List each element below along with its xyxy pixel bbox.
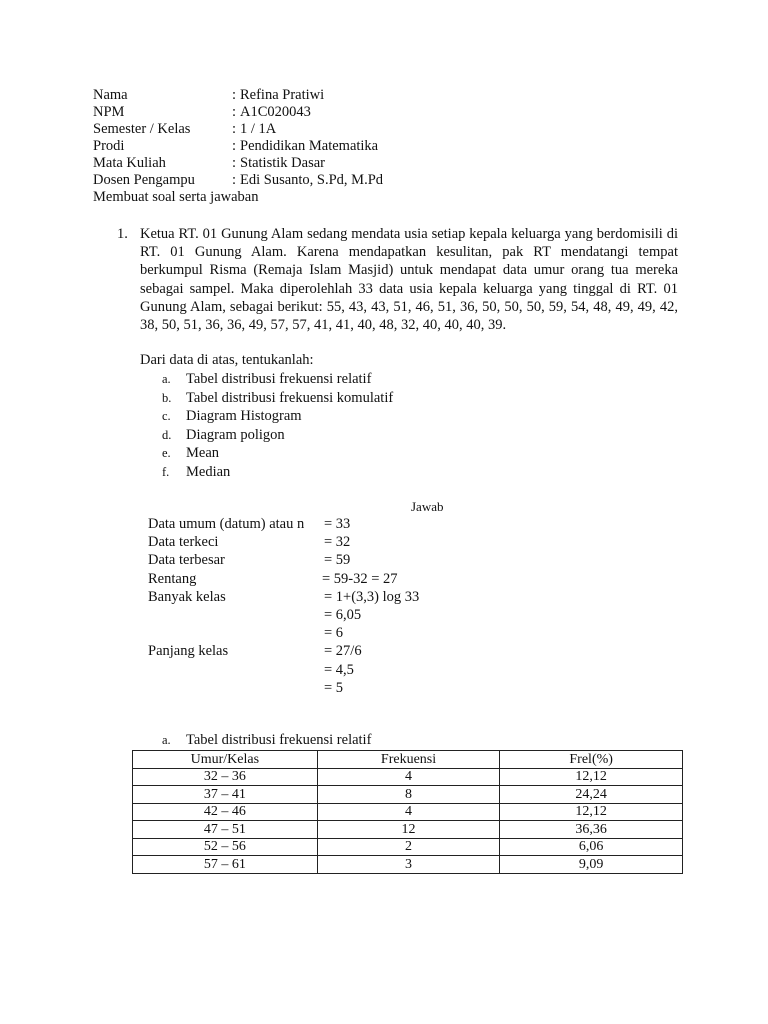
info-row-lecturer — [93, 172, 693, 189]
info-value: Refina Pratiwi — [240, 87, 325, 103]
item-letter: f. — [162, 464, 170, 479]
info-label: Mata Kuliah — [93, 155, 166, 171]
info-row-name — [93, 87, 693, 104]
table-cell: 32 – 36 — [133, 768, 318, 786]
table-cell: 36,36 — [500, 821, 683, 839]
section-title: Tabel distribusi frekuensi relatif — [186, 732, 372, 748]
answer-label: Data terkeci — [148, 534, 219, 551]
list-item — [162, 389, 462, 408]
answer-heading: Jawab — [411, 499, 444, 514]
item-letter: c. — [162, 409, 171, 423]
info-value: 1 / 1A — [240, 121, 277, 137]
column-header: Frel(%) — [500, 751, 683, 769]
answer-value: = 5 — [324, 679, 344, 696]
question-number: 1. — [117, 226, 128, 242]
info-label: Nama — [93, 87, 128, 103]
info-label: Prodi — [93, 138, 125, 154]
answer-value: = 33 — [324, 516, 351, 532]
answer-label: Banyak kelas — [148, 588, 226, 605]
item-letter: e. — [162, 446, 171, 460]
answer-row — [148, 624, 548, 642]
table-cell: 12 — [317, 821, 500, 839]
item-text: Tabel distribusi frekuensi relatif — [186, 371, 372, 387]
info-label: Dosen Pengampu — [93, 172, 195, 188]
table-row — [133, 803, 683, 821]
info-colon: : — [232, 172, 237, 188]
table-cell: 52 – 56 — [133, 838, 318, 856]
info-value: A1C020043 — [240, 104, 311, 120]
table-cell: 4 — [317, 803, 500, 821]
table-row — [133, 821, 683, 839]
table-cell: 8 — [317, 786, 500, 804]
question-ask: Dari data di atas, tentukanlah: — [140, 352, 314, 368]
answer-row — [148, 533, 548, 551]
table-cell: 24,24 — [500, 786, 683, 804]
table-cell: 37 – 41 — [133, 786, 318, 804]
info-colon: : — [232, 155, 237, 171]
info-colon: : — [232, 87, 237, 103]
info-label: Semester / Kelas — [93, 121, 191, 137]
item-letter: b. — [162, 390, 172, 405]
answer-label: Rentang — [148, 570, 197, 587]
answer-row — [148, 606, 548, 624]
info-row-prodi — [93, 138, 693, 155]
table-header-row — [133, 751, 683, 769]
item-letter: a. — [162, 372, 171, 386]
item-text: Diagram Histogram — [186, 408, 302, 424]
answer-value: = 6,05 — [324, 606, 362, 623]
table-row — [133, 768, 683, 786]
table-cell: 6,06 — [500, 838, 683, 856]
table-cell: 3 — [317, 856, 500, 874]
item-text: Tabel distribusi frekuensi komulatif — [186, 389, 394, 406]
question-paragraph: Ketua RT. 01 Gunung Alam sedang mendata usia setiap kepala keluarga yang berdomisili di RT. 01 Gunung Alam. Karena mendapatkan kesulitan, pak RT mendatangi tempat berkumpul Risma (Remaja Islam Masjid) untuk mendapat data umur orang tua mereka sebagai sampel. Maka diperolehlah 33 data usia kepala keluarga yang tinggal di RT. 01 Gunung Alam, sebagai berikut: 55, 43, 43, 51, 46, 51, 36, 50, 50, 50, 59, 54, 48, 49, 49, 42, 38, 50, 51, 36, 36, 49, 57, 57, 41, 41, 40, 48, 32, 40, 40, 40, 39. — [140, 226, 678, 334]
item-text: Diagram poligon — [186, 426, 285, 443]
answer-row — [148, 588, 548, 606]
item-text: Mean — [186, 445, 220, 461]
answer-value: = 59 — [324, 552, 351, 569]
column-header: Frekuensi — [317, 751, 500, 769]
info-row-course — [93, 155, 693, 172]
task-line: Membuat soal serta jawaban — [93, 189, 259, 205]
table-cell: 47 – 51 — [133, 821, 318, 839]
answer-value: = 6 — [324, 625, 344, 642]
frequency-table — [132, 750, 683, 874]
info-label: NPM — [93, 104, 125, 120]
info-colon: : — [232, 138, 237, 154]
answer-value: = 59-32 = 27 — [322, 570, 398, 587]
list-item — [162, 444, 462, 463]
answer-value: = 4,5 — [324, 661, 354, 678]
answer-row — [148, 679, 548, 697]
answer-row — [148, 661, 548, 679]
list-item — [162, 407, 462, 426]
table-row — [133, 838, 683, 856]
table-cell: 4 — [317, 768, 500, 786]
info-row-semester — [93, 121, 693, 138]
item-letter: d. — [162, 427, 172, 442]
info-colon: : — [232, 121, 237, 137]
answer-label: Data umum (datum) atau n — [148, 516, 305, 532]
table-row — [133, 786, 683, 804]
question-items — [162, 370, 462, 481]
answer-row — [148, 515, 548, 533]
column-header: Umur/Kelas — [133, 751, 318, 769]
answer-row — [148, 570, 548, 588]
question-text — [140, 225, 678, 334]
answer-value: = 1+(3,3) log 33 — [324, 588, 420, 605]
table-title — [162, 731, 371, 749]
answer-row — [148, 642, 548, 660]
answer-value: = 32 — [324, 534, 351, 551]
answer-value: = 27/6 — [324, 643, 362, 660]
table-cell: 57 – 61 — [133, 856, 318, 874]
item-text: Median — [186, 463, 231, 480]
table-row — [133, 856, 683, 874]
table-cell: 9,09 — [500, 856, 683, 874]
answer-label: Data terbesar — [148, 552, 225, 569]
table-cell: 42 – 46 — [133, 803, 318, 821]
info-value: Edi Susanto, S.Pd, M.Pd — [240, 172, 384, 188]
list-item — [162, 370, 462, 389]
info-colon: : — [232, 104, 237, 120]
info-value: Statistik Dasar — [240, 155, 325, 171]
section-letter: a. — [162, 733, 171, 747]
answer-row — [148, 551, 548, 569]
table-cell: 12,12 — [500, 803, 683, 821]
answer-block — [148, 515, 548, 697]
list-item — [162, 426, 462, 445]
table-cell: 12,12 — [500, 768, 683, 786]
answer-label: Panjang kelas — [148, 643, 229, 660]
student-info — [93, 87, 693, 206]
info-row-npm — [93, 104, 693, 121]
table-cell: 2 — [317, 838, 500, 856]
list-item — [162, 463, 462, 482]
info-value: Pendidikan Matematika — [240, 138, 379, 154]
